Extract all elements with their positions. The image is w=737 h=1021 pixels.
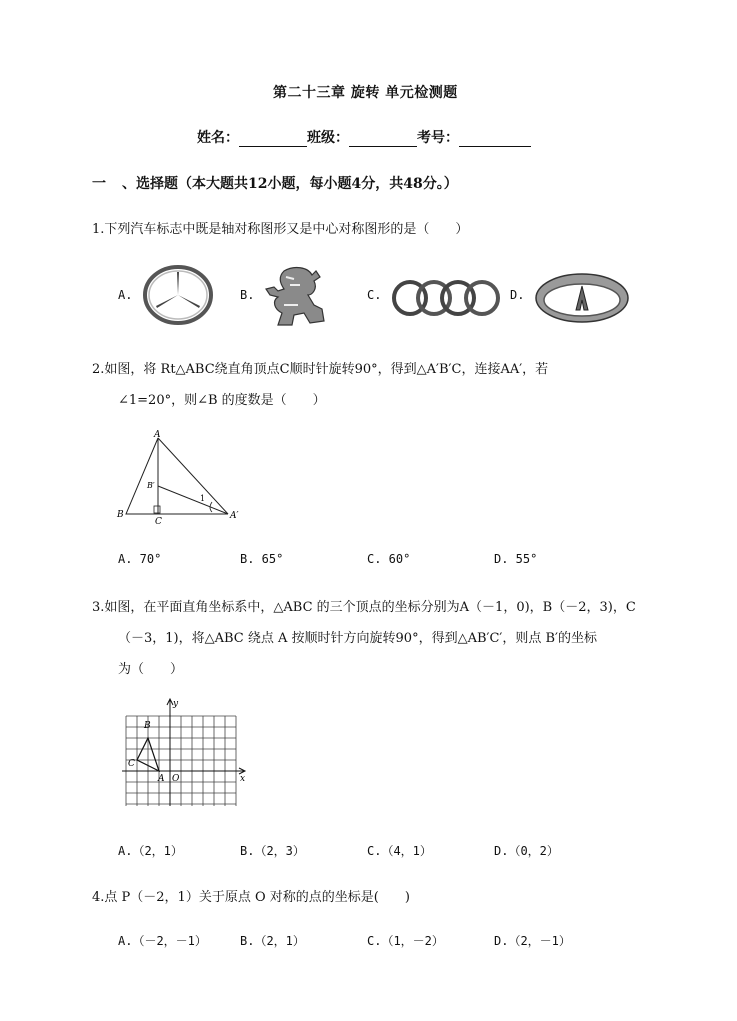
name-label: 姓名： xyxy=(197,130,239,146)
q2-label-a-prime: A′ xyxy=(230,511,239,521)
page-title: 第二十三章 旋转 单元检测题 xyxy=(273,85,458,101)
q2-option-d: D. 55° xyxy=(494,552,538,566)
mercedes-logo-image xyxy=(142,264,214,326)
q3-label-o: O xyxy=(172,774,180,784)
name-blank[interactable] xyxy=(239,132,307,147)
q2-label-angle1: 1 xyxy=(200,494,206,503)
q3-option-a: A.（2，1） xyxy=(118,844,183,858)
question-3-stem-line3: 为（ ） xyxy=(118,662,184,677)
q3-option-d: D.（0，2） xyxy=(494,844,559,858)
q3-option-b: B.（2，3） xyxy=(240,844,305,858)
exam-no-label: 考号： xyxy=(417,130,459,146)
audi-rings-logo-image xyxy=(390,278,504,318)
q1-option-a-label: A. xyxy=(118,288,133,302)
q2-option-b: B. 65° xyxy=(240,552,284,566)
question-1-stem: 1.下列汽车标志中既是轴对称图形又是中心对称图形的是（ ） xyxy=(92,222,469,237)
q4-option-c: C.（1，－2） xyxy=(367,934,444,948)
section-text: 、选择题（本大题共12小题，每小题4分，共48分。） xyxy=(122,176,458,192)
q3-option-c: C.（4，1） xyxy=(367,844,432,858)
q3-label-a: A xyxy=(158,774,165,784)
class-blank[interactable] xyxy=(349,132,417,147)
question-2-stem-line1: 2.如图，将 Rt△ABC绕直角顶点C顺时针旋转90°，得到△A′B′C，连接AA′，若 xyxy=(92,362,549,377)
section-number: 一 xyxy=(92,176,106,192)
q4-option-b: B.（2，1） xyxy=(240,934,305,948)
q1-option-c-label: C. xyxy=(367,288,382,302)
question-4-stem: 4.点 P（－2，1）关于原点 O 对称的点的坐标是( ) xyxy=(92,890,410,905)
question-3-stem-line1: 3.如图，在平面直角坐标系中，△ABC 的三个顶点的坐标分别为A（－1，0)，B（－2，3)，C xyxy=(92,600,636,615)
q2-option-a: A. 70° xyxy=(118,552,162,566)
question-2-stem-line2: ∠1=20°，则∠B 的度数是（ ） xyxy=(118,393,326,408)
q2-label-a: A xyxy=(154,430,161,440)
q3-coordinate-grid-figure xyxy=(118,694,252,814)
q1-option-d-label: D. xyxy=(510,288,525,302)
section-heading xyxy=(92,173,458,193)
q2-label-c: C xyxy=(155,517,162,527)
q4-option-a: A.（－2，－1） xyxy=(118,934,207,948)
q3-label-c: C xyxy=(128,759,135,769)
q3-axis-y-label: y xyxy=(173,699,179,709)
q3-label-b: B xyxy=(144,721,151,731)
q3-axis-x-label: x xyxy=(240,774,246,784)
infiniti-logo-image xyxy=(532,270,632,326)
q2-triangle-figure xyxy=(112,428,252,528)
q2-label-b-prime: B′ xyxy=(147,481,155,490)
q2-label-b: B xyxy=(117,510,124,520)
exam-no-blank[interactable] xyxy=(459,132,531,147)
peugeot-lion-logo-image xyxy=(264,265,334,327)
q4-option-d: D.（2，－1） xyxy=(494,934,571,948)
question-3-stem-line2: （－3，1)，将△ABC 绕点 A 按顺时针方向旋转90°，得到△AB′C′，则点 B′的坐标 xyxy=(118,631,597,646)
class-label: 班级： xyxy=(307,130,349,146)
q1-option-b-label: B. xyxy=(240,288,255,302)
q2-option-c: C. 60° xyxy=(367,552,411,566)
student-info-line xyxy=(197,127,531,147)
